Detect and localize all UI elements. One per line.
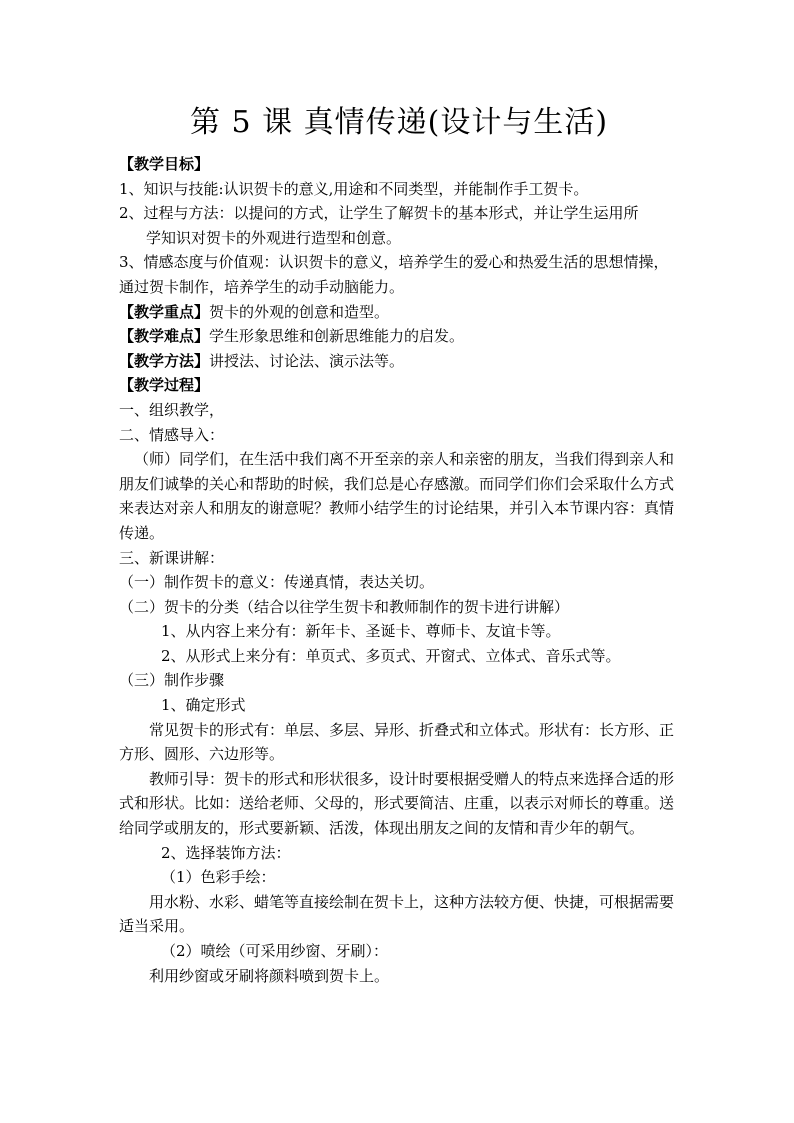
difficulty-line [119,324,679,349]
process-heading: 【教学过程】 [119,376,210,395]
method-text: 讲授法、讨论法、演示法等。 [209,351,405,370]
decoration-2-paragraph: 利用纱窗或牙刷将颜料喷到贺卡上。 [149,966,390,985]
difficulty-label: 【教学难点】 [119,327,210,346]
section-2: （二）贺卡的分类（结合以往学生贺卡和教师制作的贺卡进行讲解） [119,597,570,616]
page-title: 第 5 课 真情传递(设计与生活) [189,105,609,140]
goals-heading: 【教学目标】 [119,155,210,173]
intro-paragraph: （师）同学们，在生活中我们离不开至亲的亲人和亲密的朋友，当我们得到亲人和朋友们诚挚的关心和帮助的时候，我们总是心存感激。而同学们你们会采取什么方式来表达对亲人和朋友的谢意呢？教师小结学生的讨论结果，并引入本节课内容：真情传递。 [119,450,675,542]
decoration-1-paragraph: 用水粉、水彩、蜡笔等直接绘制在贺卡上，这种方法较方便、快捷，可根据需要适当采用。 [119,892,675,936]
method-line [119,349,679,374]
goal-2-line-1: 2、过程与方法：以提问的方式，让学生了解贺卡的基本形式，并让学生运用所 [119,204,639,223]
teacher-paragraph: 教师引导：贺卡的形式和形状很多，设计时要根据受赠人的特点来选择合适的形式和形状。比如：送给老师、父母的，形式要简洁、庄重，以表示对师长的尊重。送给同学或朋友的，形式要新颖、活泼，体现出朋友之间的友情和青少年的朝气。 [119,769,675,838]
document-page [119,100,679,988]
step-1: 一、组织教学， [119,400,225,419]
goal-3: 3、情感态度与价值观：认识贺卡的意义，培养学生的爱心和热爱生活的思想情操，通过贺卡制作，培养学生的动手动脑能力。 [119,253,669,296]
focus-label: 【教学重点】 [119,302,210,321]
section-3-item-1: 1、确定形式 [161,696,246,715]
decoration-1: （1）色彩手绘： [161,868,276,887]
form-paragraph: 常见贺卡的形式有：单层、多层、异形、折叠式和立体式。形状有：长方形、正方形、圆形、六边形等。 [119,720,675,764]
difficulty-text: 学生形象思维和创新思维能力的启发。 [209,327,465,346]
section-1: （一）制作贺卡的意义：传递真情，表达关切。 [119,573,435,592]
section-2-item-2: 2、从形式上来分有：单页式、多页式、开窗式、立体式、音乐式等。 [161,646,621,665]
section-2-item-1: 1、从内容上来分有：新年卡、圣诞卡、尊师卡、友谊卡等。 [161,622,561,641]
decoration-2: （2）喷绘（可采用纱窗、牙刷）： [161,942,389,960]
step-3: 三、新课讲解： [119,548,225,567]
step-2: 二、情感导入： [119,425,225,444]
section-3-item-2: 2、选择装饰方法： [161,843,291,862]
goal-1: 1、知识与技能:认识贺卡的意义,用途和不同类型，并能制作手工贺卡。 [119,179,589,198]
method-label: 【教学方法】 [119,351,210,370]
focus-line [119,300,679,325]
focus-text: 贺卡的外观的创意和造型。 [209,302,390,321]
section-3: （三）制作步骤 [119,671,225,690]
goal-2-line-2: 学知识对贺卡的外观进行造型和创意。 [146,228,402,247]
